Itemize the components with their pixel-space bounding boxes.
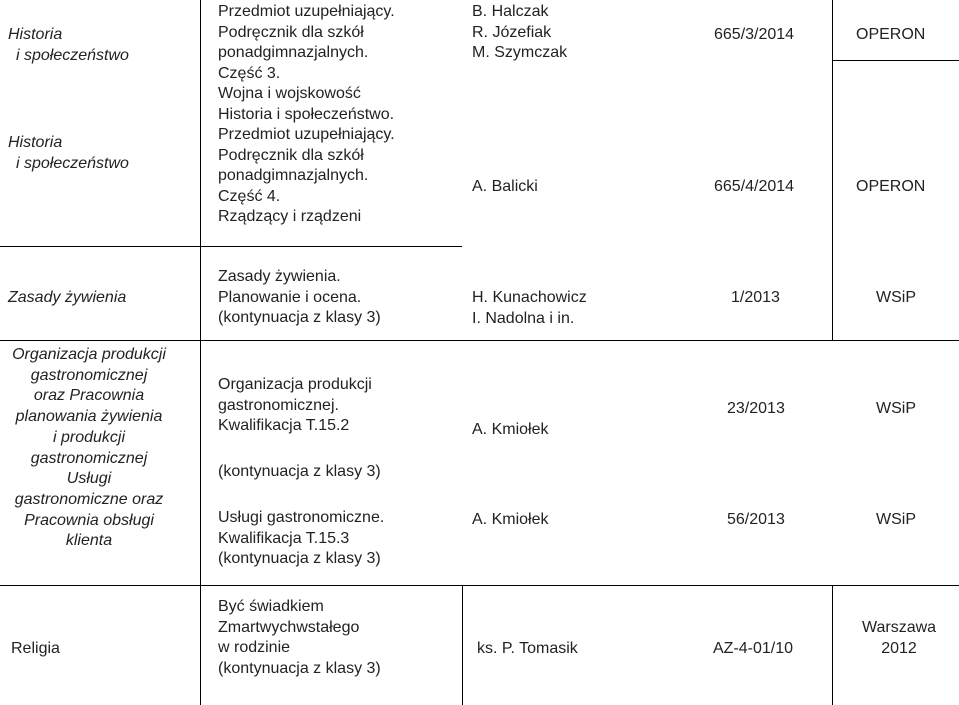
- author-line: A. Balicki: [472, 178, 538, 195]
- title-cell: (kontynuacja z klasy 3): [218, 463, 381, 480]
- subject-line: klienta: [65, 532, 113, 550]
- subject-cell: Zasady żywienia: [8, 289, 127, 306]
- column-divider: [200, 0, 201, 705]
- subject-line: Organizacja produkcji: [12, 346, 166, 363]
- title-line: Być świadkiem: [218, 598, 324, 615]
- title-line: Część 3.: [218, 64, 281, 82]
- title-line: Zasady żywienia.: [218, 268, 341, 285]
- title-line: Zmartwychwstałego: [218, 618, 360, 636]
- author-line: M. Szymczak: [472, 44, 568, 61]
- title-line: Przedmiot uzupełniający.: [218, 3, 395, 20]
- subject-line: gastronomicznej: [30, 449, 148, 467]
- title-line: (kontynuacja z klasy 3): [218, 550, 381, 567]
- subject-line: Historia: [8, 134, 63, 151]
- column-divider: [832, 0, 833, 341]
- title-line: ponadgimnazjalnych.: [218, 44, 369, 61]
- title-line: Przedmiot uzupełniający.: [218, 126, 395, 143]
- publisher-line: 2012: [881, 639, 917, 657]
- title-cell: [218, 508, 384, 570]
- publisher: WSiP: [876, 289, 916, 306]
- subject-line: i produkcji: [52, 428, 126, 446]
- title-line: Wojna i wojskowość: [218, 85, 361, 102]
- subject-line: Pracownia obsługi: [24, 511, 154, 529]
- author-line: H. Kunachowicz: [472, 289, 587, 306]
- title-line: Planowanie i ocena.: [218, 288, 362, 306]
- authors-cell: ks. P. Tomasik: [477, 640, 578, 657]
- title-line: Kwalifikacja T.15.3: [218, 529, 350, 547]
- subject-line: gastronomiczne oraz: [14, 490, 164, 508]
- title-line: gastronomicznej.: [218, 396, 339, 414]
- title-cell: [218, 2, 395, 228]
- row-divider: [0, 246, 462, 247]
- title-cell: [218, 267, 381, 329]
- approval-number: 665/3/2014: [714, 26, 795, 43]
- title-line: Usługi gastronomiczne.: [218, 509, 385, 526]
- author-line: I. Nadolna i in.: [472, 309, 575, 327]
- subject-cell: [0, 345, 178, 552]
- row-divider: [0, 340, 959, 341]
- column-divider: [462, 586, 463, 705]
- author-line: R. Józefiak: [472, 23, 552, 41]
- title-line: (kontynuacja z klasy 3): [218, 659, 381, 677]
- publisher: WSiP: [876, 511, 916, 528]
- approval-number: AZ-4-01/10: [713, 640, 794, 657]
- subject-cell: Religia: [11, 640, 60, 657]
- publisher: [846, 618, 952, 659]
- authors-cell: [472, 177, 538, 198]
- approval-number: 665/4/2014: [714, 178, 795, 195]
- title-line: w rodzinie: [218, 639, 291, 656]
- approval-number: 56/2013: [727, 511, 785, 528]
- title-line: Kwalifikacja T.15.2: [218, 417, 350, 434]
- authors-cell: [472, 2, 567, 64]
- authors-cell: A. Kmiołek: [472, 511, 549, 528]
- title-line: Podręcznik dla szkół: [218, 23, 364, 41]
- subject-cell: [8, 25, 129, 66]
- title-line: ponadgimnazjalnych.: [218, 167, 369, 184]
- title-line: Rządzący i rządzeni: [218, 208, 362, 225]
- title-cell: [218, 597, 381, 679]
- subject-line: gastronomicznej: [30, 366, 148, 384]
- title-cell: [218, 375, 372, 437]
- approval-number: 1/2013: [731, 289, 780, 306]
- authors-cell: [472, 288, 587, 329]
- author-line: B. Halczak: [472, 3, 549, 20]
- title-line: (kontynuacja z klasy 3): [218, 309, 381, 326]
- publisher: OPERON: [856, 178, 926, 195]
- subject-line: Historia: [8, 26, 63, 43]
- subject-line: Usługi: [66, 470, 112, 488]
- title-line: Organizacja produkcji: [218, 376, 372, 393]
- subject-line: i społeczeństwo: [16, 154, 129, 172]
- title-line: Podręcznik dla szkół: [218, 146, 364, 164]
- authors-cell: A. Kmiołek: [472, 421, 549, 438]
- subject-line: i społeczeństwo: [16, 46, 129, 64]
- subject-line: oraz Pracownia: [33, 387, 145, 405]
- row-divider: [0, 585, 959, 586]
- title-line: Część 4.: [218, 187, 281, 205]
- publisher: WSiP: [876, 400, 916, 417]
- column-divider: [832, 586, 833, 705]
- publisher-line: Warszawa: [861, 619, 937, 636]
- title-line: Historia i społeczeństwo.: [218, 105, 395, 123]
- row-divider: [832, 60, 959, 61]
- subject-line: planowania żywienia: [15, 408, 163, 426]
- publisher: OPERON: [856, 26, 926, 43]
- approval-number: 23/2013: [727, 400, 785, 417]
- subject-cell: [8, 133, 129, 174]
